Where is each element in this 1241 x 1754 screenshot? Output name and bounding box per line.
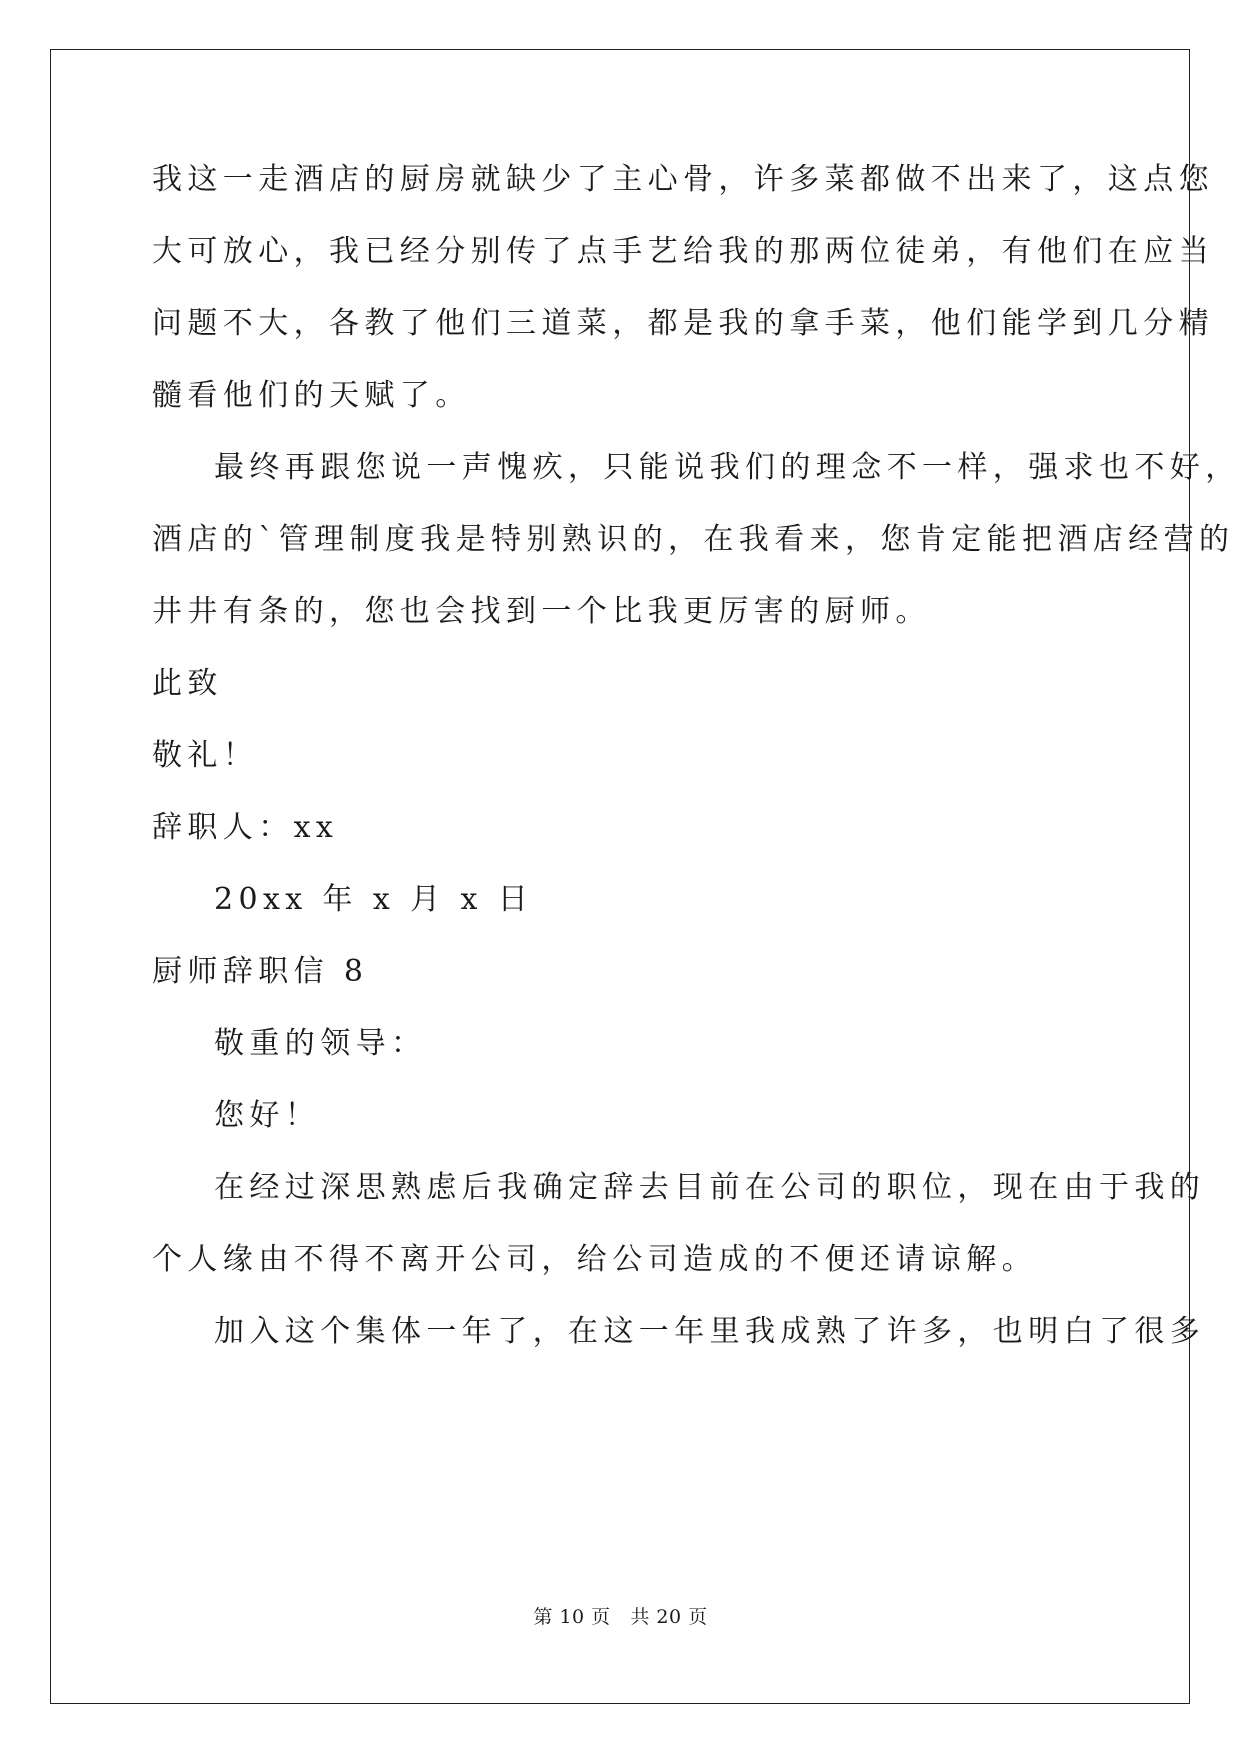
- paragraph-line: 大可放心，我已经分别传了点手艺给我的那两位徒弟，有他们在应当: [152, 234, 1214, 269]
- paragraph-line: 我这一走酒店的厨房就缺少了主心骨，许多菜都做不出来了，这点您: [152, 162, 1214, 197]
- greeting-hello: 您好！: [214, 1098, 321, 1133]
- page-footer: [0, 1603, 1241, 1631]
- paragraph-line: 酒店的`管理制度我是特别熟识的，在我看来，您肯定能把酒店经营的: [152, 522, 1235, 557]
- paragraph-line: 问题不大，各教了他们三道菜，都是我的拿手菜，他们能学到几分精: [152, 306, 1214, 341]
- paragraph-line: 髓看他们的天赋了。: [152, 378, 471, 413]
- page-number: 第 10 页: [533, 1606, 611, 1628]
- paragraph-line: 加入这个集体一年了，在这一年里我成熟了许多，也明白了很多: [214, 1314, 1206, 1349]
- closing-salutation: 此致: [152, 666, 223, 701]
- paragraph-line: 在经过深思熟虑后我确定辞去目前在公司的职位，现在由于我的: [214, 1170, 1206, 1205]
- page-border: [50, 49, 1190, 1704]
- paragraph-line: 井井有条的，您也会找到一个比我更厉害的厨师。: [152, 594, 931, 629]
- page-total: 共 20 页: [630, 1606, 708, 1628]
- closing-respect: 敬礼！: [152, 738, 259, 773]
- signature-line: 辞职人：xx: [152, 810, 339, 845]
- greeting-line: 敬重的领导：: [214, 1026, 427, 1061]
- paragraph-line: 个人缘由不得不离开公司，给公司造成的不便还请谅解。: [152, 1242, 1037, 1277]
- date-line: 20xx 年 x 月 x 日: [214, 882, 534, 917]
- paragraph-line: 最终再跟您说一声愧疚，只能说我们的理念不一样，强求也不好，: [214, 450, 1241, 485]
- section-title: 厨师辞职信 8: [152, 954, 369, 989]
